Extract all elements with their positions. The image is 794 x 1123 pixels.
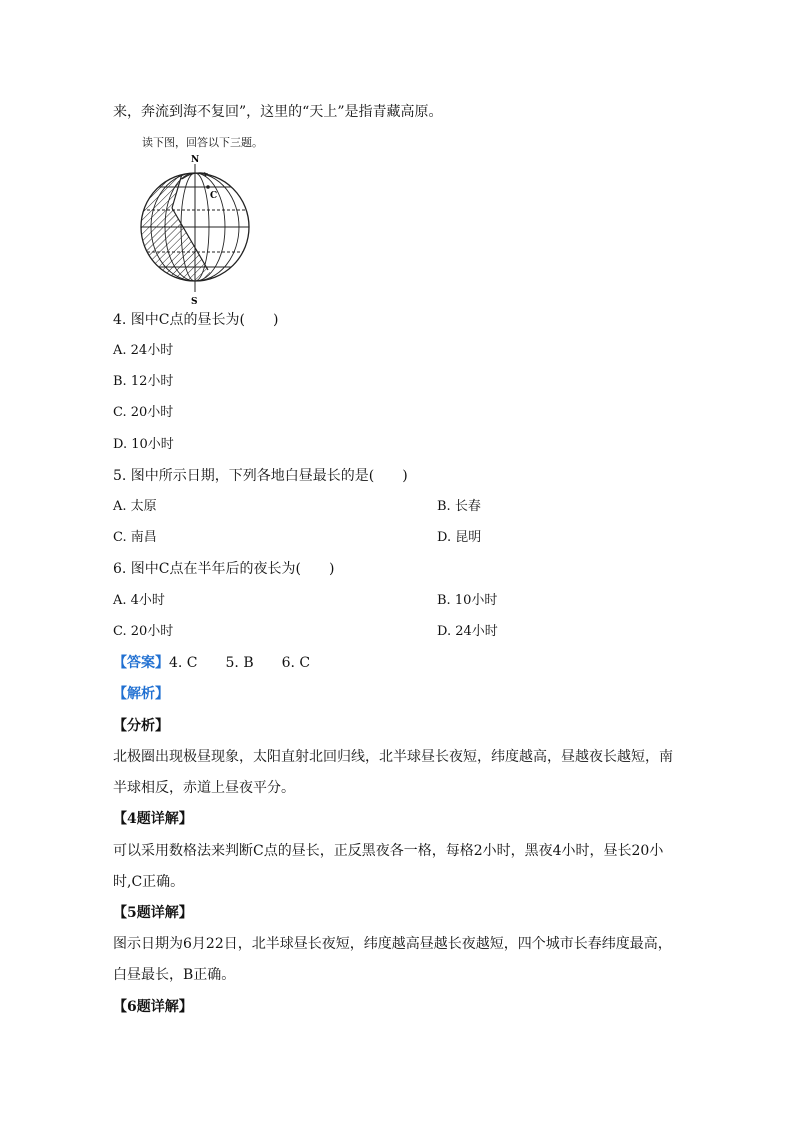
- q4-option-a: A. 24小时: [113, 343, 174, 358]
- label-s: S: [191, 297, 198, 307]
- intro-text: 来，奔流到海不复回”，这里的“天上”是指青藏高原。: [113, 104, 443, 120]
- detail-5-line-1: 图示日期为6月22日，北半球昼长夜短，纬度越高昼越长夜越短，四个城市长春纬度最高，: [113, 936, 672, 952]
- detail-6-tag: 【6题详解】: [113, 999, 193, 1015]
- q6-option-a: A. 4小时: [113, 593, 165, 608]
- detail-5-tag: 【5题详解】: [113, 905, 193, 921]
- q5-option-a: A. 太原: [113, 499, 157, 514]
- q4-option-d: D. 10小时: [113, 437, 174, 452]
- detail-5-line-2: 白昼最长，B正确。: [113, 967, 236, 983]
- fenxi-line-2: 半球相反，赤道上昼夜平分。: [113, 780, 295, 796]
- q6-option-b: B. 10小时: [437, 593, 498, 608]
- answer-tag: 【答案】: [113, 655, 169, 671]
- q6-option-d: D. 24小时: [437, 624, 498, 639]
- q5-option-c: C. 南昌: [113, 530, 157, 545]
- detail-4-line-2: 时,C正确。: [113, 874, 185, 890]
- q5-option-d: D. 昆明: [437, 530, 482, 545]
- analysis-tag: 【解析】: [113, 686, 169, 702]
- detail-4-line-1: 可以采用数格法来判断C点的昼长，正反黑夜各一格，每格2小时，黑夜4小时，昼长20小: [113, 843, 664, 859]
- q6-stem: 6. 图中C点在半年后的夜长为( ): [113, 561, 335, 577]
- q4-option-c: C. 20小时: [113, 405, 174, 420]
- answer-text: 4. C 5. B 6. C: [169, 655, 311, 671]
- globe-diagram: [132, 152, 262, 308]
- q4-stem: 4. 图中C点的昼长为( ): [113, 312, 279, 328]
- q6-option-c: C. 20小时: [113, 624, 174, 639]
- detail-4-tag: 【4题详解】: [113, 811, 193, 827]
- answer-line: [113, 653, 310, 673]
- fenxi-tag: 【分析】: [113, 718, 169, 734]
- q5-option-b: B. 长春: [437, 499, 481, 514]
- q4-option-b: B. 12小时: [113, 374, 174, 389]
- fenxi-line-1: 北极圈出现极昼现象，太阳直射北回归线，北半球昼长夜短，纬度越高，昼越夜长越短，南: [113, 749, 673, 765]
- point-c: [206, 185, 210, 189]
- label-c: C: [210, 191, 218, 201]
- q5-stem: 5. 图中所示日期，下列各地白昼最长的是( ): [113, 468, 408, 484]
- label-n: N: [191, 155, 200, 165]
- figure-caption: 读下图，回答以下三题。: [142, 136, 263, 149]
